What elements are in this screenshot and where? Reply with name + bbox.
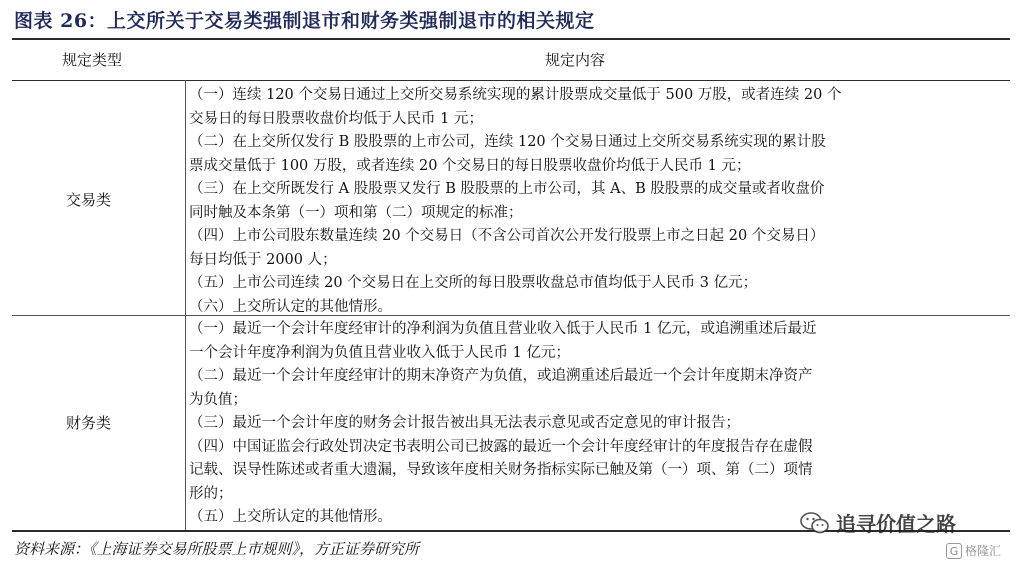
brand-text: 格隆汇: [965, 544, 1002, 558]
header-rule-content: 规定内容: [545, 51, 606, 69]
column-divider: [185, 80, 186, 530]
figure-title: 图表 26：上交所关于交易类强制退市和财务类强制退市的相关规定: [14, 10, 595, 32]
row-divider: [12, 315, 1010, 316]
rule-text-line: （四）上市公司股东数量连续 20 个交易日（不含公司首次公开发行股票上市之日起 20 个交易日）: [189, 228, 825, 244]
watermark-text: 追寻价值之路: [836, 512, 956, 536]
rule-content-trading: [189, 84, 999, 319]
rule-text-line: （三）最近一个会计年度的财务会计报告被出具无法表示意见或否定意见的审计报告；: [189, 415, 740, 431]
wechat-icon: [800, 512, 830, 534]
rule-text-line: 同时触及本条第（一）项和第（二）项规定的标准；: [189, 204, 523, 221]
brand-logo: [946, 542, 1001, 559]
table-header-rule: [12, 80, 1010, 81]
rule-text-line: （一）最近一个会计年度经审计的净利润为负值且营业收入低于人民币 1 亿元，或追溯重述后最近: [189, 321, 817, 337]
rule-text-line: 一个会计年度净利润为负值且营业收入低于人民币 1 亿元；: [189, 344, 570, 361]
rule-text-line: （四）中国证监会行政处罚决定书表明公司已披露的最近一个会计年度经审计的年度报告存在虚假: [189, 438, 813, 455]
rule-text-line: 记载、误导性陈述或者重大遗漏，导致该年度相关财务指标实际已触及第（一）项、第（二）项情: [189, 462, 813, 478]
table-top-rule: [12, 38, 1010, 40]
rule-text-line: （三）在上交所既发行 A 股股票又发行 B 股股票的上市公司，其 A、B 股股票的成交量或者收盘价: [189, 181, 825, 197]
rule-text-line: （六）上交所认定的其他情形。: [189, 298, 392, 315]
rule-text-line: （二）在上交所仅发行 B 股股票的上市公司，连续 120 个交易日通过上交所交易系统实现的累计股: [189, 134, 826, 150]
gelonghui-logo-icon: G: [946, 543, 962, 559]
watermark: [800, 508, 956, 537]
source-note: 资料来源：《上海证券交易所股票上市规则》，方正证券研究所: [14, 540, 420, 558]
rule-text-line: （二）最近一个会计年度经审计的期末净资产为负值，或追溯重述后最近一个会计年度期末净资产: [189, 368, 813, 384]
rule-text-line: 形的；: [189, 485, 233, 502]
rule-text-line: （一）连续 120 个交易日通过上交所交易系统实现的累计股票成交量低于 500 万股，或者连续 20 个: [189, 87, 842, 103]
rule-content-financial: [189, 318, 999, 530]
rule-text-line: 每日均低于 2000 人；: [189, 251, 337, 268]
header-rule-type: 规定类型: [62, 51, 123, 69]
row-label-financial: 财务类: [66, 414, 112, 432]
rule-text-line: 票成交量低于 100 万股，或者连续 20 个交易日的每日股票收盘价均低于人民币 1 元；: [189, 157, 751, 174]
rule-text-line: 交易日的每日股票收盘价均低于人民币 1 元；: [189, 110, 483, 127]
rule-text-line: 为负值；: [189, 391, 247, 408]
rule-text-line: （五）上市公司连续 20 个交易日在上交所的每日股票收盘总市值均低于人民币 3 亿元；: [189, 275, 758, 291]
rule-text-line: （五）上交所认定的其他情形。: [189, 509, 392, 525]
row-label-trading: 交易类: [66, 191, 112, 209]
